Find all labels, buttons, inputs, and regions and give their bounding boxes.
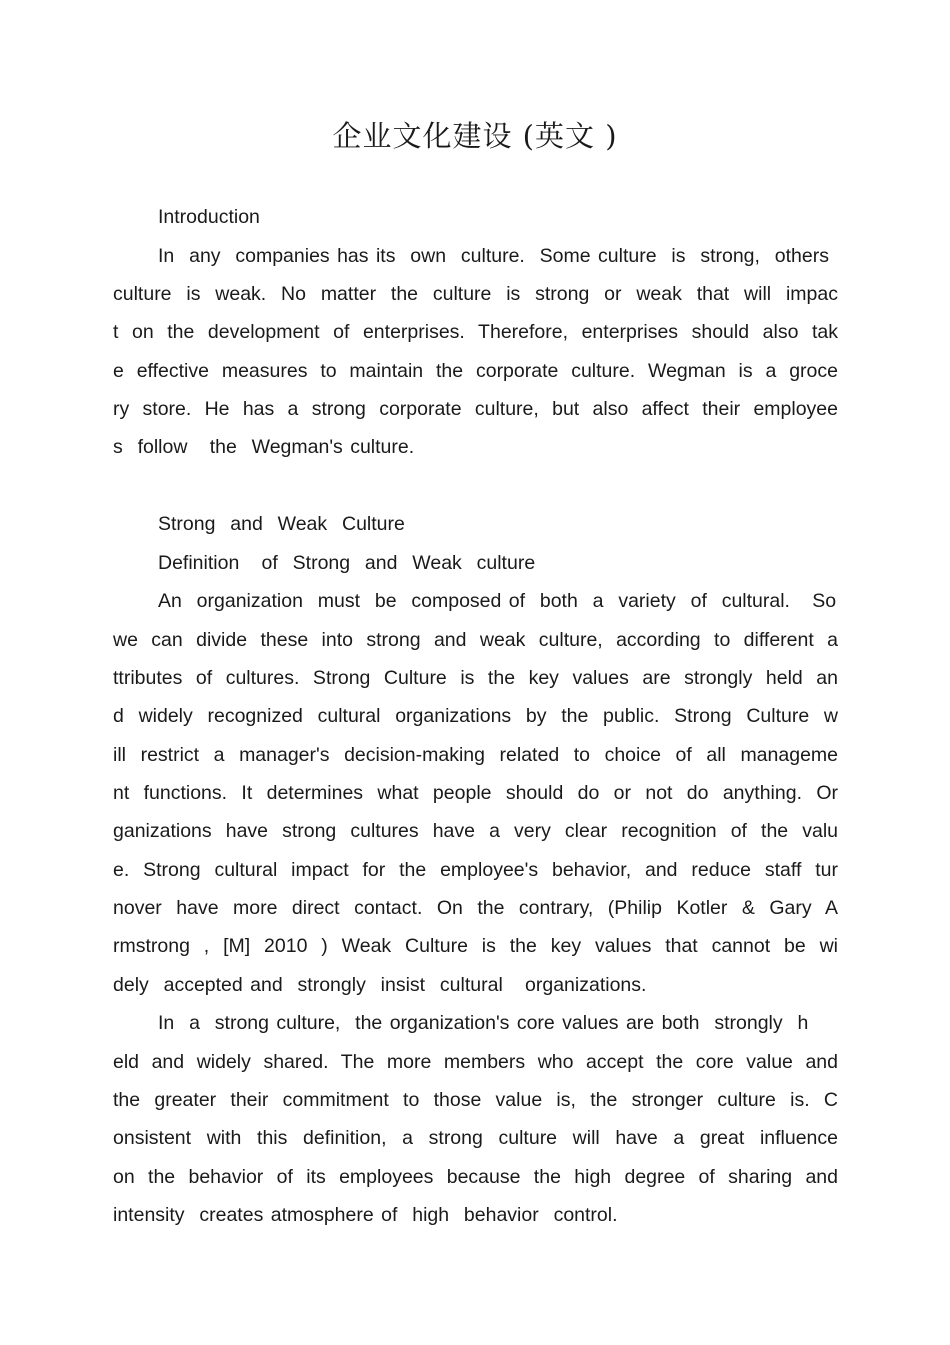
paragraph-line: t on the development of enterprises. Therefore, enterprises should also tak [113,321,838,343]
paragraph-line: eld and widely shared. The more members who accept the core value and [113,1051,838,1073]
paragraph-line: In a strong culture, the organization's core values are both strongly h [158,1012,809,1034]
paragraph-line: culture is weak. No matter the culture is strong or weak that will impac [113,283,838,305]
paragraph-line: An organization must be composed of both a variety of cultural. So [158,590,837,612]
paragraph-line: nover have more direct contact. On the contrary, (Philip Kotler & Gary A [113,897,838,919]
paragraph-line: the greater their commitment to those value is, the stronger culture is. C [113,1089,838,1111]
paragraph-line: ill restrict a manager's decision-making related to choice of all manageme [113,744,838,766]
paragraph-line: nt functions. It determines what people should do or not do anything. Or [113,782,838,804]
paragraph-line: e effective measures to maintain the corporate culture. Wegman is a groce [113,360,838,382]
document-title: 企业文化建设 (英文 ) [332,119,618,153]
paragraph-line: ry store. He has a strong corporate culture, but also affect their employee [113,398,838,420]
paragraph-line: In any companies has its own culture. Some culture is strong, others [158,245,829,267]
paragraph-line: intensity creates atmosphere of high behavior control. [113,1204,618,1226]
paragraph-line: rmstrong , [M] 2010 ) Weak Culture is the key values that cannot be wi [113,935,838,957]
paragraph-line: dely accepted and strongly insist cultural organizations. [113,974,647,996]
paragraph-line: d widely recognized cultural organizations by the public. Strong Culture w [113,705,838,727]
paragraph-line: on the behavior of its employees because the high degree of sharing and [113,1166,838,1188]
subsection-heading-definition: Definition of Strong and Weak culture [158,552,536,574]
paragraph-line: onsistent with this definition, a strong culture will have a great influence [113,1127,838,1149]
paragraph-line: e. Strong cultural impact for the employee's behavior, and reduce staff tur [113,859,838,881]
paragraph-line: s follow the Wegman's culture. [113,436,415,458]
section-heading-strong-weak: Strong and Weak Culture [158,513,405,535]
paragraph-line: ganizations have strong cultures have a very clear recognition of the valu [113,820,838,842]
section-heading-introduction: Introduction [158,206,260,228]
paragraph-line: ttributes of cultures. Strong Culture is the key values are strongly held an [113,667,838,689]
paragraph-line: we can divide these into strong and weak culture, according to different a [113,629,838,651]
